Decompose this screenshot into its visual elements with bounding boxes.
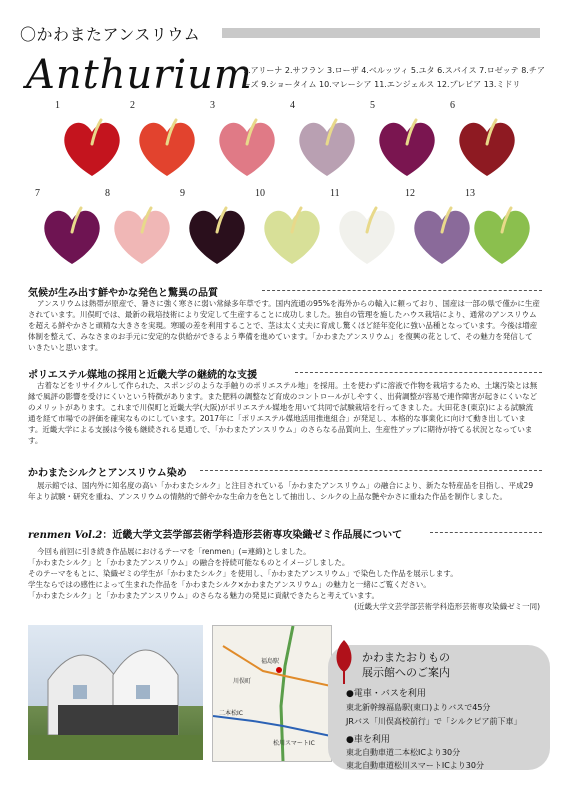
dashed-rule xyxy=(430,532,542,533)
access-title xyxy=(362,650,450,680)
dashed-rule xyxy=(200,470,542,471)
anthurium-flower-icon xyxy=(292,114,362,184)
anthurium-flower-icon xyxy=(132,114,202,184)
access-car-heading: ●車を利用 xyxy=(346,735,390,745)
anthurium-flower-icon xyxy=(467,202,537,272)
flower-number: 11 xyxy=(330,188,340,199)
anthurium-flower-icon xyxy=(372,114,442,184)
flower-number: 1 xyxy=(55,100,60,111)
anthurium-flower-icon xyxy=(182,202,252,272)
access-train-heading: ●電車・バスを利用 xyxy=(346,689,426,699)
anthurium-flower-icon xyxy=(257,202,327,272)
flower-number: 10 xyxy=(255,188,265,199)
dashed-rule xyxy=(295,372,542,373)
page-title: Anthurium xyxy=(26,52,253,98)
map-label-fukushima: 福島駅 xyxy=(261,658,280,665)
access-car-line: 東北自動車道二本松ICより30分 xyxy=(346,748,461,757)
access-title-line: 展示館へのご案内 xyxy=(362,666,450,679)
renmen-line: 今回も前回に引き続き作品展におけるテーマを「renmen」(=連綿)としました。 xyxy=(37,547,311,556)
section-body-renmen xyxy=(28,546,540,612)
access-map xyxy=(212,625,332,762)
renmen-line: 学生ならではの感性によって生まれた作品を「かわまたシルク×かわまたアンスリウム」の魅力と一緒にご覧ください。 xyxy=(28,580,431,589)
renmen-signature: (近畿大学文芸学部芸術学科造形芸術専攻染織ゼミ一同) xyxy=(354,602,540,611)
renmen-label: renmen Vol.2 xyxy=(28,530,103,541)
anthurium-flower-icon xyxy=(37,202,107,272)
dashed-rule xyxy=(262,290,542,291)
section-body-polyester: 古着などをリサイクルして作られた、スポンジのような手触りのポリエステル地」を採用。土を使わずに溶液で作物を栽培するため、土壌汚染とは無縁で風評の影響を受けにくいという特徴があります。また肥料の調整など育成のコントロールがしやすく、出荷調整が容易で連作障害が起きにくいなどのメリットがあります。これまで川俣町と近畿大学(大阪)がポリエステル媒地を用いて共同で試験栽培を行ってきました。大田花き(東京)による試験流通を経て市場での評価を確実なものにしています。2017年に「ポリエステル媒地活用推進組合」が発足し、本格的な事業化に向けて動き出しています。近畿大学による支援は今後も継続される見通しで、「かわまたアンスリウム」のさらなる品質向上、生産性アップに期待が持てる状況となっています。 xyxy=(28,381,538,445)
building-illustration xyxy=(28,625,203,760)
map-label-nihonmatsu: 二本松IC xyxy=(219,710,243,717)
section-heading-silk: かわまたシルクとアンスリウム染め xyxy=(28,468,187,479)
flower-number: 4 xyxy=(290,100,295,111)
access-train-line: 東北新幹線福島駅(東口)よりバスで45分 xyxy=(346,703,491,712)
flower-number: 12 xyxy=(405,188,415,199)
section-body-silk: 展示館では、国内外に知名度の高い「かわまたシルク」と注目されている「かわまたアンスリウム」の融合により、新たな特産品を目指し、平成29年より試験・研究を重ね、アンスリウムの情熱的で鮮やかな生命力を色として抽出し、シルクの上品な艶やかさに重ねた作品を制作しました。 xyxy=(28,481,534,501)
flower-number: 3 xyxy=(210,100,215,111)
renmen-heading-text: ：近畿大学文芸学部芸術学科造形芸術専攻染織ゼミ作品展について xyxy=(102,530,403,541)
flower-number: 9 xyxy=(180,188,185,199)
section-body-color: アンスリウムは熱帯が原産で、暑さに強く寒さに弱い常緑多年草です。国内流通の95%を海外からの輸入に頼っており、国産は一部の県で僅かに生産されています。川俣町では、最新の栽培技術により安定して生産することに成功しました。独自の管理を施したハウス栽培により、通常のアンスリウムを超える鮮やかさと頑精な大きさを実現。寒暖の差を利用することで、茎は太く丈夫に育成し驚くほど経年変化に強い品種となっています。今後は増産体制を整えて、みなさまのお手元に安定的な供給ができるよう準備を進めています。「かわまたアンスリウム」を復興の花として、その魅力を発信していきたいと思います。 xyxy=(28,299,540,352)
flower-number: 13 xyxy=(465,188,475,199)
flower-number: 2 xyxy=(130,100,135,111)
flower-number: 8 xyxy=(105,188,110,199)
variety-legend: 1.アリーナ 2.サフラン 3.ローザ 4.ベルッツィ 5.ユタ 6.スパイス 7.ロゼッテ 8.チアーズ 9.ショータイム 10.マレーシア 11.エンジェルス 12.プレビア 13.ミドリ xyxy=(243,66,545,89)
map-label-kawamata: 川俣町 xyxy=(233,678,252,685)
map-label-matsukawa: 松川スマートIC xyxy=(273,740,315,747)
anthurium-icon xyxy=(334,640,354,684)
brand-label: 〇かわまたアンスリウム xyxy=(20,25,201,44)
anthurium-flower-icon xyxy=(212,114,282,184)
anthurium-flower-icon xyxy=(452,114,522,184)
section-heading-renmen xyxy=(28,526,402,541)
anthurium-flower-icon xyxy=(107,202,177,272)
access-car-line: 東北自動車道松川スマートICより30分 xyxy=(346,761,484,770)
flower-number: 7 xyxy=(35,188,40,199)
section-heading-polyester: ポリエステル媒地の採用と近畿大学の継続的な支援 xyxy=(28,370,258,381)
renmen-line: 「かわまたシルク」と「かわまたアンスリウム」のさらなる魅力の発見に貢献できたらと考えています。 xyxy=(28,591,379,600)
exhibition-hall-photo xyxy=(28,625,203,760)
flower-number: 6 xyxy=(450,100,455,111)
header-bar xyxy=(222,28,540,38)
section-heading-color: 気候が生み出す鮮やかな発色と驚異の品質 xyxy=(28,288,218,299)
flower-number: 5 xyxy=(370,100,375,111)
anthurium-flower-icon xyxy=(332,202,402,272)
anthurium-flower-icon xyxy=(57,114,127,184)
renmen-line: そのテーマをもとに、染織ゼミの学生が「かわまたシルク」を使用し、「かわまたアンスリウム」で染色した作品を展示します。 xyxy=(28,569,458,578)
access-train-line: JRバス「川俣高校前行」で「シルクピア前下車」 xyxy=(346,717,522,726)
renmen-line: 「かわまたシルク」と「かわまたアンスリウム」の融合を持続可能なものとイメージしました。 xyxy=(28,558,350,567)
access-title-line: かわまたおりもの xyxy=(362,651,450,664)
